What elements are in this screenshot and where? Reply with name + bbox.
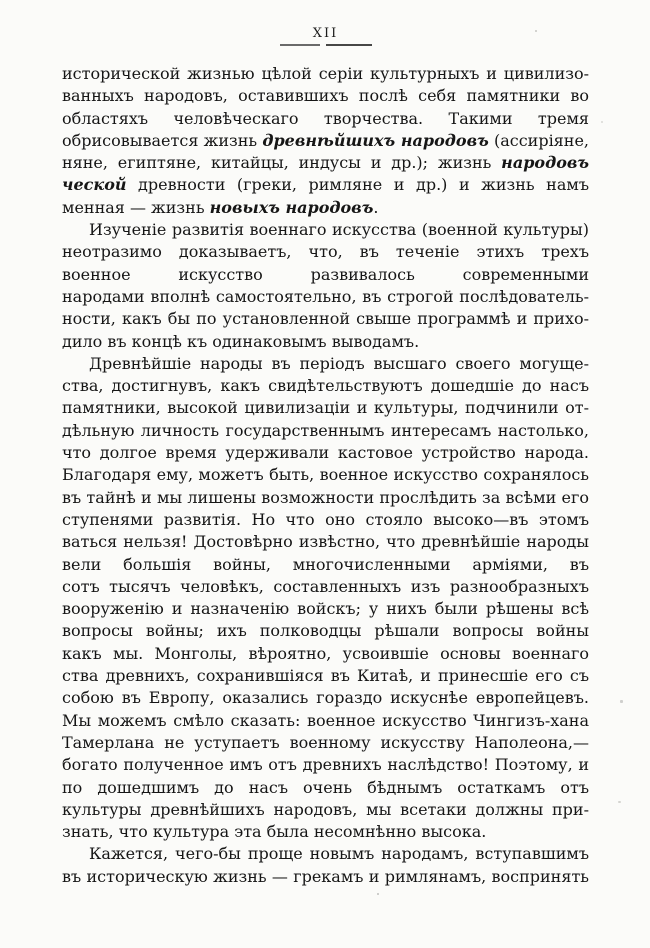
text-segment: сотъ тысячъ человѣкъ, составленныхъ изъ разнообразныхъ [62,576,589,596]
text-segment: древности (греки, римляне и др.) и жизнь намъ [138,175,589,195]
page-body [62,63,589,888]
text-segment: неотразимо доказываетъ, что, въ теченіе этихъ трехъ [62,242,589,262]
text-segment: памятники, высокой цивилизаціи и культуры, подчинили от- [62,398,589,418]
text-line [62,598,589,620]
text-segment: Тамерлана не уступаетъ военному искусству Наполеона,— [62,732,589,752]
text-segment: няне, египтяне, китайцы, индусы и др.); жизнь [62,153,502,173]
text-segment: . [373,197,379,217]
text-segment: дѣльную личность государственнымъ интересамъ настолько, [62,420,589,440]
text-line [62,732,589,754]
page-number: XII [312,26,339,41]
text-segment: дило въ концѣ къ одинаковымъ выводамъ. [62,331,420,351]
header-rule [62,44,589,46]
scan-speck [618,801,621,803]
text-segment: военное искусство развивалось современными [62,264,589,284]
emphasis-text: ческой [62,175,127,195]
text-line [62,620,589,642]
text-segment: богато полученное имъ отъ древнихъ наслѣдство! Поэтому, и [62,755,589,775]
emphasis-text: народовъ [501,153,589,173]
text-segment: въ тайнѣ и мы лишены возможности прослѣдить за всѣми его [62,487,589,507]
text-segment: какъ мы. Монголы, вѣроятно, усвоившіе основы военнаго [62,643,589,663]
text-line [62,174,589,196]
text-line [62,241,589,263]
text-line [62,665,589,687]
paragraph [62,843,589,888]
text-line [62,799,589,821]
text-line [62,219,589,241]
emphasis-text: древнѣйшихъ народовъ [262,130,489,150]
text-segment: народами вполнѣ самостоятельно, въ строгой послѣдователь- [62,286,589,306]
text-line [62,375,589,397]
text-segment: ства, достигнувъ, какъ свидѣтельствуютъ дошедшіе до насъ [62,376,589,396]
header-rule-left-segment [280,44,320,46]
text-segment: Благодаря ему, можетъ быть, военное искусство сохранялось [62,465,589,485]
paragraph [62,63,589,219]
text-segment: Мы можемъ смѣло сказать: военное искусство Чингизъ-хана [62,710,589,730]
text-segment: исторической жизнью цѣлой серіи культурныхъ и цивилизо- [62,64,589,83]
text-line [62,286,589,308]
scan-speck [377,893,379,895]
text-line [62,130,589,152]
text-line [62,643,589,665]
text-segment: ваться нельзя! Достовѣрно извѣстно, что древнѣйшіе народы [62,532,589,552]
text-line [62,777,589,799]
text-line [62,152,589,174]
text-segment: (ассиріяне, [493,130,589,150]
text-line [62,866,589,888]
text-line [62,264,589,286]
text-segment: вели большія войны, многочисленными арміями, въ [62,554,589,574]
text-line [62,487,589,509]
text-line [62,576,589,598]
text-line [62,754,589,776]
text-line [62,464,589,486]
text-segment: вооруженію и назначенію войскъ; у нихъ были рѣшены всѣ [62,599,589,619]
text-segment: областяхъ человѣческаго творчества. Такими тремя [62,108,589,128]
text-segment: менная — жизнь [62,197,210,217]
text-line [62,85,589,107]
scan-speck [601,121,603,123]
page-header [62,26,589,46]
text-line [62,420,589,442]
text-segment: ства древнихъ, сохранившіяся въ Китаѣ, и принесшіе его съ [62,666,589,686]
text-segment: ступенями развитія. Но что оно стояло высоко—въ этомъ [62,509,589,529]
text-segment: знать, что культура эта была несомнѣнно высока. [62,822,487,842]
text-line [62,531,589,553]
text-segment: Изученіе развитія военнаго искусства (военной культуры) [89,220,589,240]
text-line [62,843,589,865]
scan-speck [535,30,537,32]
text-segment: по дошедшимъ до насъ очень бѣднымъ остаткамъ отъ [62,777,589,797]
text-segment: въ историческую жизнь — грекамъ и римлянамъ, воспринять [62,866,589,886]
emphasis-text: новыхъ народовъ [209,197,374,217]
text-segment: что долгое время удерживали кастовое устройство народа. [62,443,589,463]
text-segment: культуры древнѣйшихъ народовъ, мы всетаки должны при- [62,799,589,819]
text-line [62,710,589,732]
header-rule-right-segment [326,44,372,46]
text-line [62,63,589,85]
text-segment: ности, какъ бы по установленной свыше программѣ и прихо- [62,309,589,329]
text-line [62,509,589,531]
paragraph [62,219,589,353]
text-segment: собою въ Европу, оказались гораздо искуснѣе европейцевъ. [62,688,589,708]
text-line [62,554,589,576]
text-line [62,821,589,843]
text-line [62,353,589,375]
text-segment: Древнѣйшіе народы въ періодъ высшаго своего могуще- [89,353,589,373]
text-line [62,331,589,353]
text-line [62,197,589,219]
text-line [62,397,589,419]
text-line [62,687,589,709]
text-segment: обрисовывается жизнь [62,130,263,150]
text-segment: вопросы войны; ихъ полководцы рѣшали вопросы войны [62,621,589,641]
scan-speck [620,700,623,703]
text-line [62,442,589,464]
text-segment: Кажется, чего-бы проще новымъ народамъ, вступавшимъ [89,844,589,864]
text-line [62,308,589,330]
text-segment: ванныхъ народовъ, оставившихъ послѣ себя памятники во [62,86,589,106]
paragraph [62,353,589,844]
text-line [62,108,589,130]
